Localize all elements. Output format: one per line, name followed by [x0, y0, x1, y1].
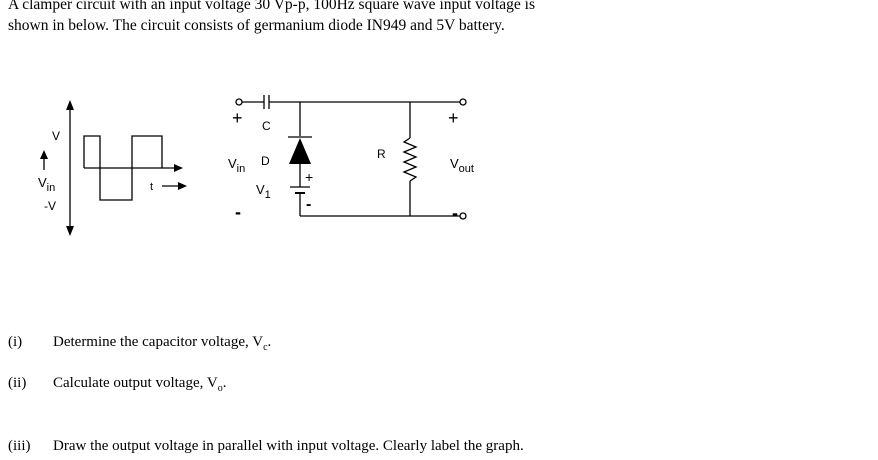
v-positive-label: V	[52, 129, 61, 143]
input-waveform	[40, 100, 187, 236]
question-2-text	[53, 375, 226, 394]
x-axis-arrow	[174, 164, 183, 172]
intro-line-2: shown in below. The circuit consists of germanium diode IN949 and 5V battery.	[8, 17, 505, 34]
question-1-text	[53, 334, 271, 353]
t-arrowhead	[178, 182, 187, 190]
question-2-end: .	[222, 375, 227, 391]
v-negative-label: -V	[44, 199, 56, 213]
y-axis-arrow-down	[66, 226, 74, 236]
output-plus-sign: +	[448, 108, 459, 128]
question-1-number: (i)	[8, 334, 23, 350]
v1-label	[256, 182, 271, 201]
resistor-symbol	[404, 138, 416, 181]
vout-label-main: V	[450, 156, 459, 171]
vin-circuit-sub: in	[236, 163, 246, 175]
question-1-subscript: c	[263, 342, 268, 353]
vin-label	[38, 175, 55, 194]
output-minus-sign: -	[452, 203, 458, 223]
output-terminal-bottom	[460, 213, 466, 219]
v1-label-main: V	[256, 182, 265, 197]
input-plus-sign: +	[232, 108, 243, 128]
vin-arrowhead	[40, 150, 48, 159]
output-terminal-top	[460, 99, 466, 105]
input-terminal	[236, 99, 242, 105]
vout-label-sub: out	[458, 163, 474, 175]
vin-label-main: V	[38, 175, 47, 190]
input-minus-sign: -	[235, 202, 241, 222]
time-label: t	[150, 181, 154, 193]
question-1-end: .	[267, 334, 272, 350]
vin-circuit-main: V	[228, 156, 237, 171]
question-3-number: (iii)	[8, 438, 31, 454]
vin-circuit-label	[228, 156, 245, 175]
question-3-text: Draw the output voltage in parallel with input voltage. Clearly label the graph.	[53, 438, 524, 454]
v1-label-sub: 1	[264, 189, 271, 201]
question-1-body: Determine the capacitor voltage, V	[53, 334, 264, 350]
question-2-subscript: o	[217, 383, 223, 394]
capacitor-label: C	[262, 119, 271, 133]
y-axis-arrow-up	[66, 100, 74, 110]
battery-plus-sign: +	[305, 169, 314, 185]
diode-symbol	[289, 138, 311, 164]
resistor-label: R	[377, 147, 386, 161]
vout-label	[450, 156, 474, 175]
vin-label-sub: in	[46, 182, 56, 194]
question-2-body: Calculate output voltage, V	[53, 375, 218, 391]
diode-label: D	[261, 154, 270, 168]
battery-minus-sign: -	[306, 196, 312, 213]
intro-line-1: A clamper circuit with an input voltage 30 Vp-p, 100Hz square wave input voltage is	[8, 0, 536, 13]
question-2-number: (ii)	[8, 375, 27, 391]
